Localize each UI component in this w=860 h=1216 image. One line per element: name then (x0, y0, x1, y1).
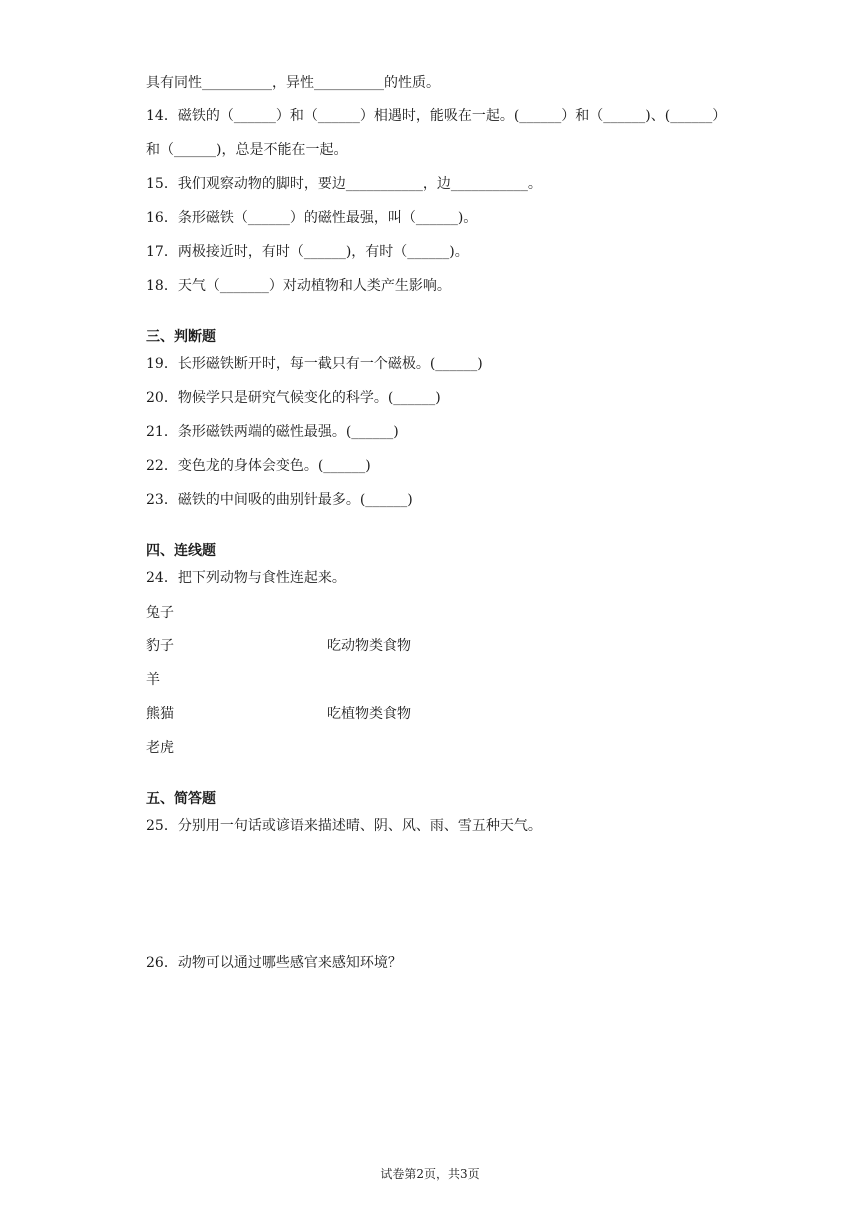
question-22: 22．变色龙的身体会变色。(______) (146, 458, 371, 474)
question-15: 15．我们观察动物的脚时，要边___________，边___________。 (146, 176, 542, 192)
question-21: 21．条形磁铁两端的磁性最强。(______) (146, 424, 399, 440)
section-5-title: 五、简答题 (146, 791, 216, 807)
section-3-title: 三、判断题 (146, 329, 216, 345)
question-26: 26．动物可以通过哪些感官来感知环境？ (146, 955, 402, 971)
question-19: 19．长形磁铁断开时，每一截只有一个磁极。(______) (146, 356, 483, 372)
question-14-line-2: 和（______)，总是不能在一起。 (146, 142, 348, 158)
animal-item: 兔子 (146, 605, 174, 621)
question-23: 23．磁铁的中间吸的曲别针最多。(______) (146, 492, 413, 508)
animal-item: 羊 (146, 672, 160, 688)
question-16: 16．条形磁铁（______）的磁性最强，叫（______)。 (146, 210, 478, 226)
animal-item: 老虎 (146, 740, 174, 756)
animal-item: 熊猫 (146, 706, 174, 722)
question-18: 18．天气（_______）对动植物和人类产生影响。 (146, 278, 451, 294)
question-17: 17．两极接近时，有时（______)，有时（______)。 (146, 244, 469, 260)
question-14-line-1: 14．磁铁的（______）和（______）相遇时，能吸在一起。(______）和（______)、(______） (146, 108, 727, 124)
question-13-continuation: 具有同性__________，异性__________的性质。 (146, 75, 440, 91)
animal-item: 豹子 (146, 638, 174, 654)
section-4-title: 四、连线题 (146, 543, 216, 559)
question-25: 25．分别用一句话或谚语来描述晴、阴、风、雨、雪五种天气。 (146, 818, 542, 834)
question-20: 20．物候学只是研究气候变化的科学。(______) (146, 390, 441, 406)
page-footer: 试卷第2页，共3页 (380, 1167, 480, 1181)
question-24: 24．把下列动物与食性连起来。 (146, 570, 346, 586)
diet-item: 吃植物类食物 (327, 706, 411, 722)
diet-item: 吃动物类食物 (327, 638, 411, 654)
